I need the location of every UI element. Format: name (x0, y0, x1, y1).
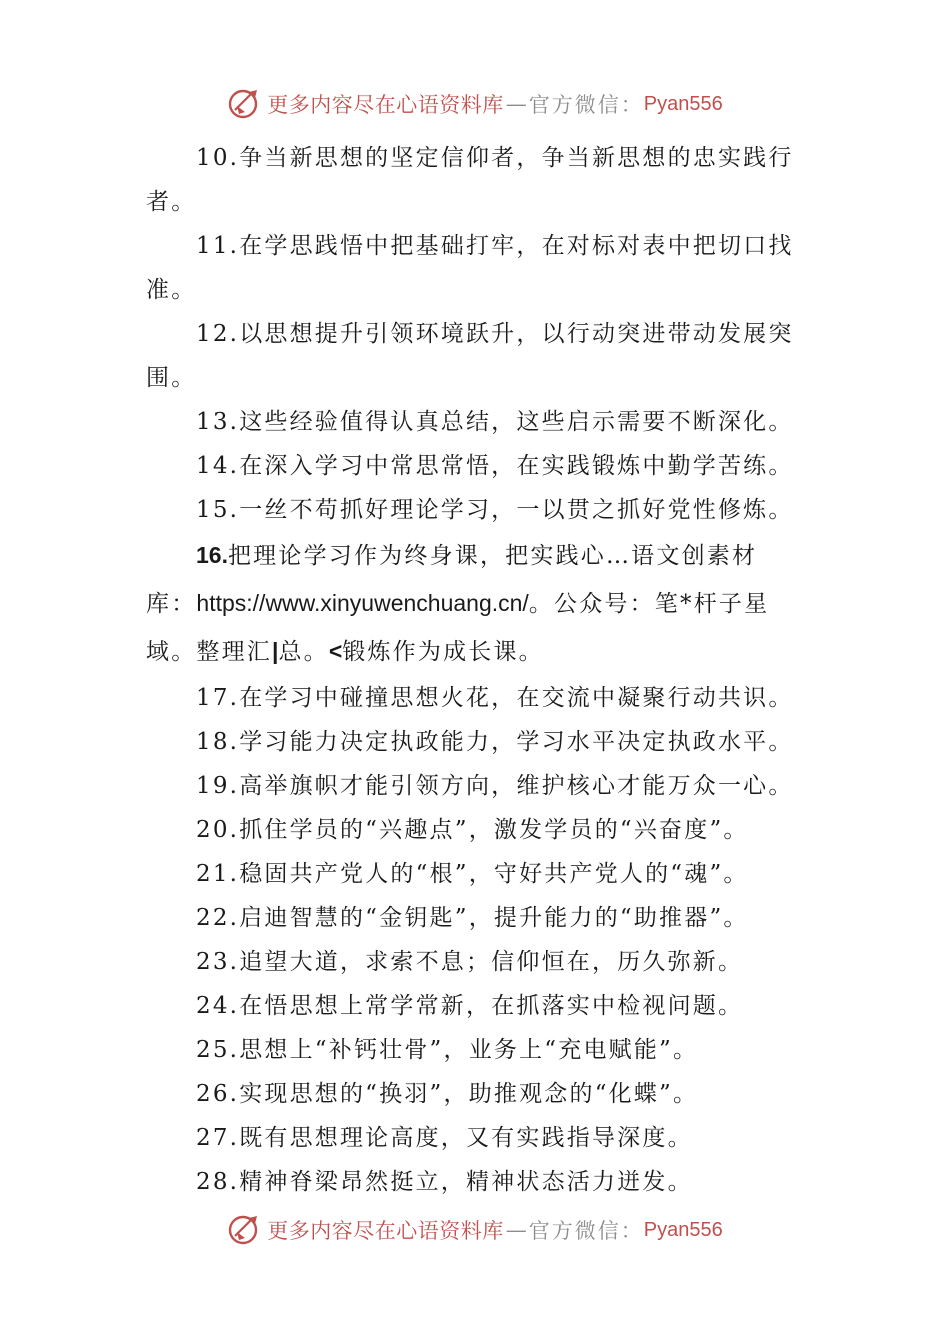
list-item: 18.学习能力决定执政能力，学习水平决定执政水平。 (196, 729, 794, 755)
banner-official: 官方微信： (528, 1219, 644, 1243)
list-item: 10.争当新思想的坚定信仰者，争当新思想的忠实践行者。 (146, 145, 794, 215)
list-item: 17.在学习中碰撞思想火花，在交流中凝聚行动共识。 (196, 685, 794, 711)
list-item: 20.抓住学员的“兴趣点”，激发学员的“兴奋度”。 (196, 817, 749, 843)
footer-banner (0, 1210, 950, 1250)
banner-dash: — (505, 1218, 527, 1242)
source-url: https://www.xinyuwenchuang.cn/ (196, 590, 529, 616)
list-item: 28.精神脊梁昂然挺立，精神状态活力迸发。 (196, 1169, 693, 1195)
banner-wechat: Pyan556 (643, 1218, 723, 1241)
list-item: 21.稳固共产党人的“根”，守好共产党人的“魂”。 (196, 861, 749, 887)
list-item: 25.思想上“补钙壮骨”，业务上“充电赋能”。 (196, 1037, 699, 1063)
banner-text: 更多内容尽在心语资料库 (267, 1219, 504, 1243)
banner-text: 更多内容尽在心语资料库 (267, 93, 504, 117)
document-body (146, 136, 806, 1204)
list-item: 19.高举旗帜才能引领方向，维护核心才能万众一心。 (196, 773, 794, 799)
list-item: 15.一丝不苟抓好理论学习，一以贯之抓好党性修炼。 (196, 497, 794, 523)
banner-wechat: Pyan556 (643, 92, 723, 115)
list-item: 14.在深入学习中常思常悟，在实践锻炼中勤学苦练。 (196, 453, 794, 479)
list-item: 26.实现思想的“换羽”，助推观念的“化蝶”。 (196, 1081, 699, 1107)
header-banner (0, 84, 950, 124)
list-item: 13.这些经验值得认真总结，这些启示需要不断深化。 (196, 409, 794, 435)
pen-logo-icon (227, 86, 263, 122)
list-item: 24.在悟思想上常学常新，在抓落实中检视问题。 (196, 993, 744, 1019)
list-item: 11.在学思践悟中把基础打牢，在对标对表中把切口找准。 (146, 233, 794, 303)
list-item: 23.追望大道，求索不息；信仰恒在，历久弥新。 (196, 949, 744, 975)
banner-dash: — (505, 92, 527, 116)
list-item: 27.既有思想理论高度，又有实践指导深度。 (196, 1125, 693, 1151)
banner-official: 官方微信： (528, 93, 644, 117)
list-item: 12.以思想提升引领环境跃升，以行动突进带动发展突围。 (146, 321, 794, 391)
list-item: 22.启迪智慧的“金钥匙”，提升能力的“助推器”。 (196, 905, 749, 931)
list-item-16: 16.把理论学习作为终身课，把实践心…语文创素材库：https://www.xinyuwenchuang.cn/。公众号：笔*杆子星域。整理汇|总。<锻炼作为成长课。 (146, 542, 770, 665)
pen-logo-icon (227, 1212, 263, 1248)
